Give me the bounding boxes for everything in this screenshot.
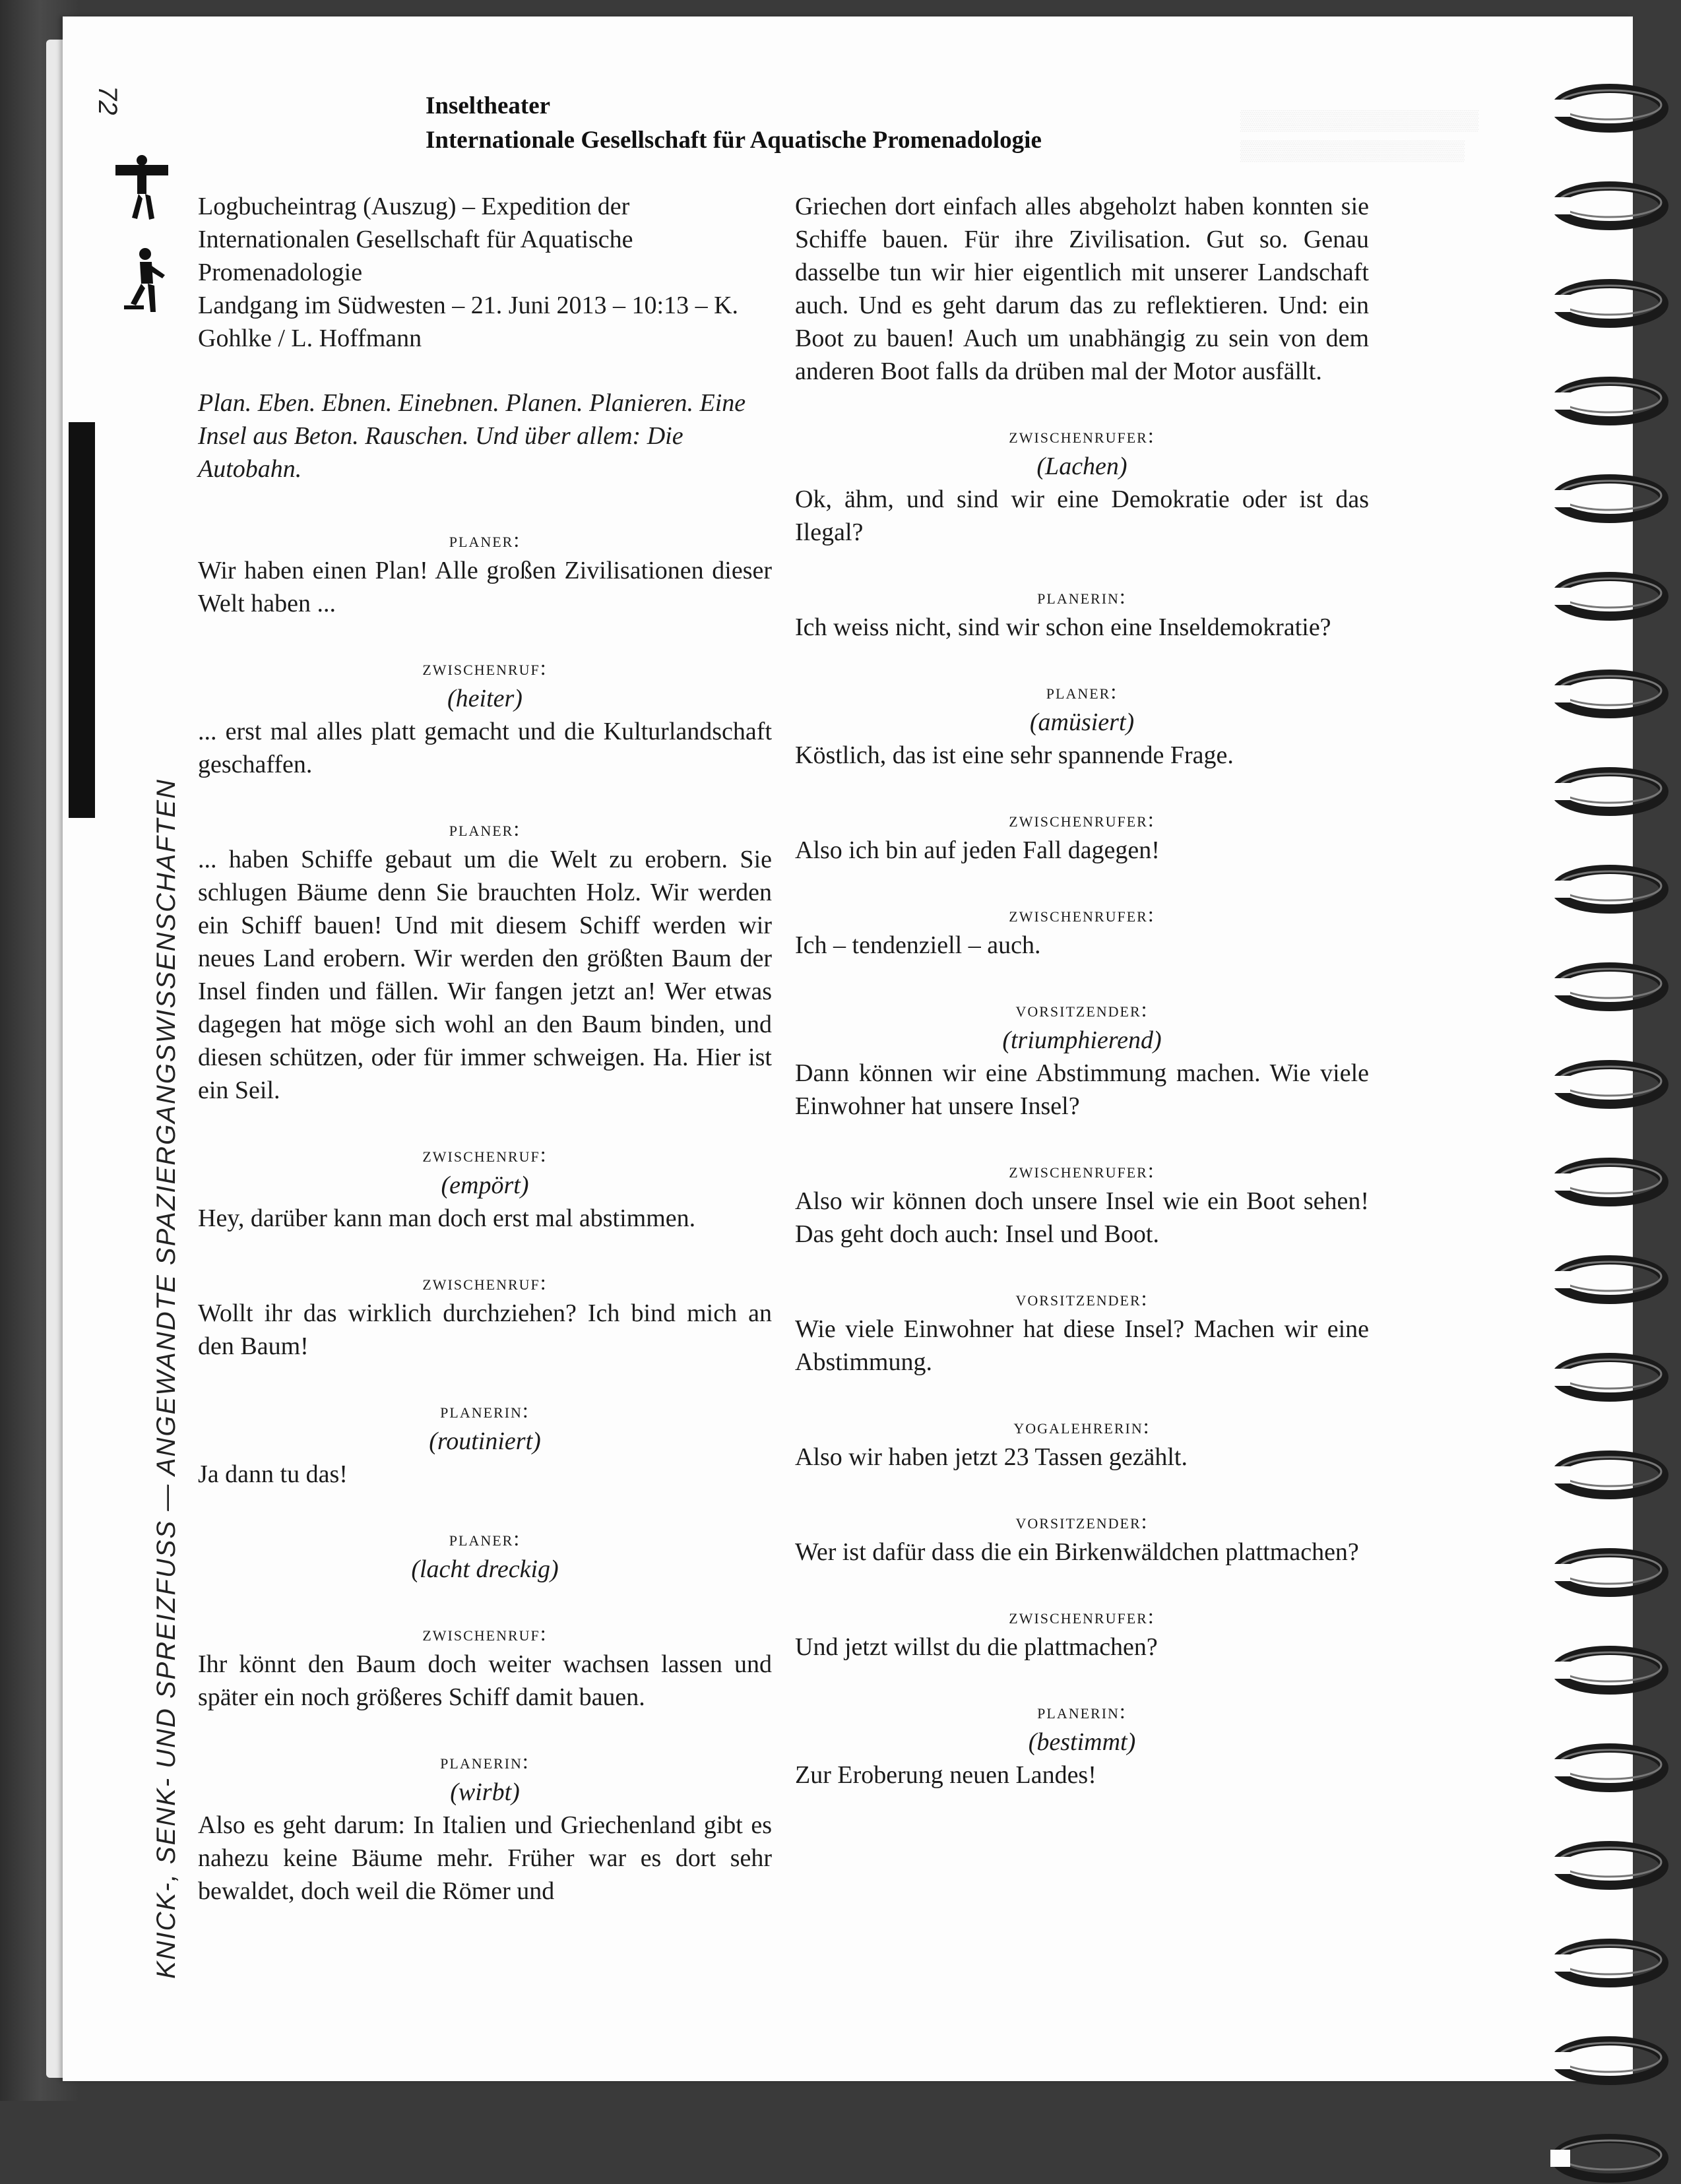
dialogue-block (795, 421, 1369, 549)
spiral-ring (1537, 1937, 1669, 1989)
dialogue-block (795, 1156, 1369, 1251)
stage-direction: (lacht dreckig) (411, 1555, 559, 1583)
speaker-name: zwischenruf: (422, 1142, 548, 1166)
dialogue-line: Zur Eroberung neuen Landes! (795, 1761, 1096, 1789)
header-title: Inseltheater (426, 92, 551, 119)
spiral-ring (1537, 1254, 1669, 1305)
spiral-ring (1537, 278, 1669, 329)
dialogue-line: ... erst mal alles platt gemacht und die Kulturlandschaft geschaffen. (198, 718, 772, 778)
spiral-ring (1537, 668, 1669, 720)
spiral-ring (1537, 1059, 1669, 1110)
dialogue-line: Also wir können doch unsere Insel wie ein Boot sehen! Das geht doch auch: Insel und Boot. (795, 1187, 1369, 1248)
spiral-ring (1537, 766, 1669, 817)
dialogue-block (198, 1140, 772, 1235)
speaker-name: planerin: (1037, 584, 1127, 608)
dialogue-line: Köstlich, das ist eine sehr spannende Frage. (795, 741, 1234, 769)
speaker-name: zwischenrufer: (1009, 423, 1155, 447)
logbook-meta (198, 190, 772, 355)
left-dialogue (198, 525, 772, 1908)
dialogue-block (795, 1507, 1369, 1569)
speaker-name: planerin: (440, 1398, 530, 1422)
dialogue-line: Also ich bin auf jeden Fall dagegen! (795, 836, 1160, 864)
spiral-ring (1537, 375, 1669, 427)
stage-direction: (bestimmt) (1028, 1728, 1136, 1756)
spiral-ring (1537, 180, 1669, 232)
dialogue-line: Ich – tendenziell – auch. (795, 931, 1041, 959)
right-column (795, 190, 1369, 1825)
dialogue-block (198, 653, 772, 781)
stage-direction: (routiniert) (429, 1427, 541, 1455)
stage-direction: (wirbt) (450, 1778, 520, 1806)
show-through-text: ▒▒▒▒▒▒▒▒▒▒▒▒▒▒▒▒▒ ▒▒▒▒▒▒▒▒▒▒▒▒▒▒▒▒ (1240, 109, 1479, 162)
dialogue-block (198, 1619, 772, 1714)
spiral-ring (1537, 961, 1669, 1013)
dialogue-block (795, 900, 1369, 962)
speaker-name: yogalehrerin: (1013, 1414, 1151, 1438)
spiral-ring (1537, 571, 1669, 622)
spiral-ring (1537, 1840, 1669, 1891)
dialogue-line: Ok, ähm, und sind wir eine Demokratie oder ist das Ilegal? (795, 485, 1369, 546)
logbook-entry-title: Logbucheintrag (Auszug) – Expedition der Internationalen Gesellschaft für Aquatische Promenadologie (198, 193, 633, 286)
speaker-name: vorsitzender: (1015, 1509, 1149, 1533)
pictogram-person-carrying-plank-icon (112, 155, 172, 228)
stage-direction: Plan. Eben. Ebnen. Einebnen. Planen. Planieren. Eine Insel aus Beton. Rauschen. Und über allem: Die Autobahn. (198, 389, 746, 483)
spiral-ring (1537, 1156, 1669, 1208)
right-intro-text: Griechen dort einfach alles abgeholzt haben konnten sie Schiffe bauen. Für ihre Zivilisation. Gut so. Genau dasselbe tun wir hier eigentlich mit unserer Landschaft auch. Und es geht darum das zu reflektieren. Und: ein Boot zu bauen! Auch um unabhängig zu sein von dem anderen Boot falls da drüben mal der Motor ausfällt. (795, 193, 1369, 385)
dialogue-line: ... haben Schiffe gebaut um die Welt zu erobern. Sie schlugen Bäume denn Sie brauchten Holz. Wir werden ein Schiff bauen! Und mit diesem Schiff werden wir neues Land erobern. Wir werden den größten Baum der Insel finden und fällen. Wir fangen jetzt an! Wer etwas dagegen hat möge sich wohl an den Baum binden, und diesen schützen, oder für immer schweigen. Ha. Hier ist ein Seil. (198, 846, 772, 1104)
pictogram-person-sitting-icon (117, 247, 170, 320)
spiral-ring (1537, 2133, 1669, 2184)
spiral-ring (1537, 1742, 1669, 1794)
left-column (198, 190, 772, 1941)
spiral-ring (1537, 473, 1669, 524)
dialogue-line: Wer ist dafür dass die ein Birkenwäldchen plattmachen? (795, 1538, 1359, 1566)
dialogue-line: Wir haben einen Plan! Alle großen Zivilisationen dieser Welt haben ... (198, 557, 772, 617)
stage-direction: (amüsiert) (1029, 708, 1135, 736)
page-number: 72 (93, 86, 122, 115)
dialogue-block (795, 582, 1369, 644)
speaker-name: zwischenrufer: (1009, 807, 1155, 831)
dialogue-line: Hey, darüber kann man doch erst mal abstimmen. (198, 1204, 696, 1232)
dialogue-line: Also es geht darum: In Italien und Griechenland gibt es nahezu keine Bäume mehr. Früher war es dort sehr bewaldet, doch weil die Römer und (198, 1811, 772, 1905)
dialogue-line: Ich weiss nicht, sind wir schon eine Inseldemokratie? (795, 613, 1331, 641)
dialogue-line: Wie viele Einwohner hat diese Insel? Machen wir eine Abstimmung. (795, 1315, 1369, 1376)
stage-direction: (empört) (441, 1171, 529, 1199)
speaker-name: planerin: (440, 1749, 530, 1773)
logbook-entry-date: Landgang im Südwesten – 21. Juni 2013 – 10:13 – K. Gohlke / L. Hoffmann (198, 292, 739, 352)
dialogue-line: Ja dann tu das! (198, 1460, 348, 1488)
spiral-ring (1537, 1449, 1669, 1501)
dialogue-block (795, 995, 1369, 1123)
dialogue-line: Und jetzt willst du die plattmachen? (795, 1633, 1158, 1661)
speaker-name: zwischenrufer: (1009, 1158, 1155, 1182)
spiral-ring (1537, 1352, 1669, 1403)
speaker-name: vorsitzender: (1015, 997, 1149, 1021)
speaker-name: planer: (449, 528, 521, 551)
speaker-name: zwischenruf: (422, 1621, 548, 1645)
speaker-name: zwischenruf: (422, 1270, 548, 1294)
speaker-name: zwischenruf: (422, 656, 548, 679)
page-header (426, 89, 1042, 158)
index-tab (69, 422, 95, 818)
dialogue-block (795, 1284, 1369, 1379)
spiral-ring (1537, 2035, 1669, 2086)
stage-direction: (heiter) (447, 685, 523, 712)
dialogue-block (198, 1524, 772, 1586)
dialogue-block (198, 525, 772, 620)
dialogue-block (795, 677, 1369, 772)
spiral-ring (1537, 82, 1669, 134)
speaker-name: zwischenrufer: (1009, 1604, 1155, 1628)
speaker-name: zwischenrufer: (1009, 902, 1155, 926)
sidebar-title: KNICK-, SENK- UND SPREIZFUSS — ANGEWANDTE SPAZIERGANGSWISSENSCHAFTEN (152, 778, 181, 1979)
speaker-name: planer: (1046, 679, 1118, 703)
dialogue-block (795, 1697, 1369, 1792)
header-subtitle: Internationale Gesellschaft für Aquatische Promenadologie (426, 127, 1042, 154)
speaker-name: planerin: (1037, 1699, 1127, 1723)
dialogue-line: Ihr könnt den Baum doch weiter wachsen lassen und später ein noch größeres Schiff damit bauen. (198, 1650, 772, 1711)
dialogue-block (198, 1396, 772, 1491)
spiral-ring (1537, 1547, 1669, 1598)
dialogue-block (795, 1602, 1369, 1664)
dialogue-block (198, 814, 772, 1107)
spiral-ring (1537, 1644, 1669, 1696)
speaker-name: planer: (449, 817, 521, 840)
dialogue-block (795, 1412, 1369, 1474)
dialogue-line: Also wir haben jetzt 23 Tassen gezählt. (795, 1443, 1188, 1471)
speaker-name: vorsitzender: (1015, 1286, 1149, 1310)
dialogue-block (795, 805, 1369, 867)
spiral-ring (1537, 863, 1669, 915)
stage-direction: (Lachen) (1036, 452, 1127, 480)
dialogue-line: Wollt ihr das wirklich durchziehen? Ich bind mich an den Baum! (198, 1299, 772, 1360)
dialogue-block (198, 1268, 772, 1363)
dialogue-line: Dann können wir eine Abstimmung machen. Wie viele Einwohner hat unsere Insel? (795, 1059, 1369, 1120)
stage-direction: (triumphierend) (1002, 1026, 1162, 1054)
right-dialogue (795, 421, 1369, 1792)
speaker-name: planer: (449, 1526, 521, 1550)
dialogue-block (198, 1747, 772, 1908)
